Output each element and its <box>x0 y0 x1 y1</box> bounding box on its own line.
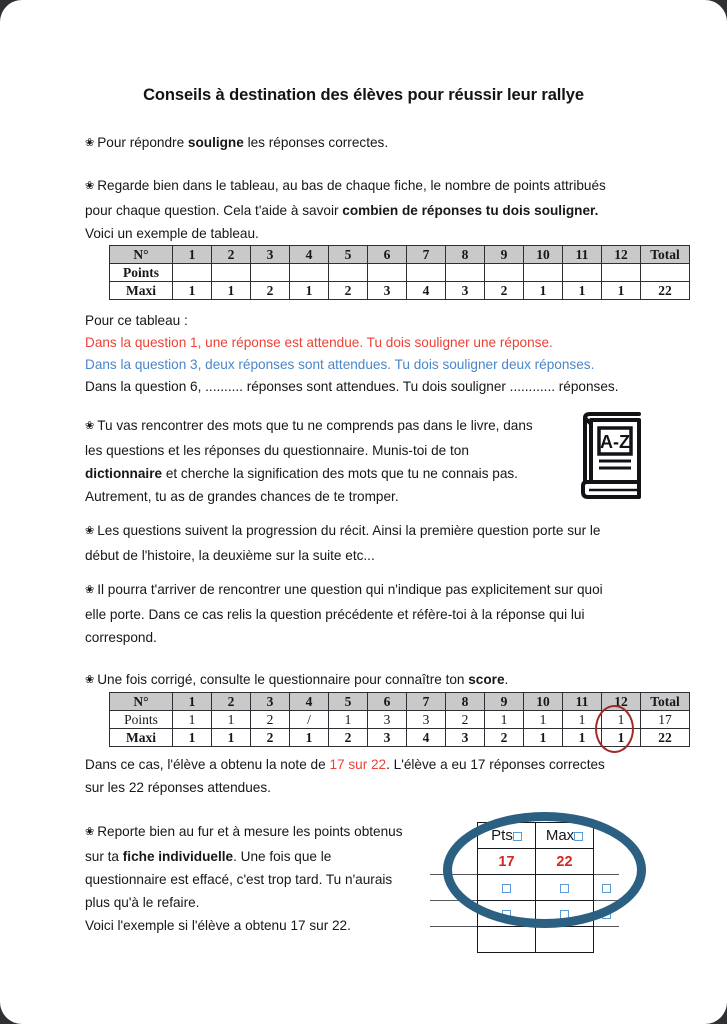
square-marker-icon <box>602 910 611 919</box>
advice-5-line1: Il pourra t'arriver de rencontrer une question qui n'indique pas explicitement sur quoi <box>97 582 603 597</box>
frag-tail-4 <box>594 901 620 927</box>
table1-points-10[interactable] <box>524 264 563 282</box>
table1-points-5[interactable] <box>329 264 368 282</box>
table1-maxi-8: 3 <box>446 282 485 300</box>
table2-points-10: 1 <box>524 711 563 729</box>
frag-header-pts <box>478 823 536 849</box>
advice-7-line3: questionnaire est effacé, c'est trop tard. Tu n'aurais <box>85 872 393 887</box>
table1-header-12: 12 <box>602 246 641 264</box>
table2-maxi-11: 1 <box>563 729 602 747</box>
frag-header-max-label: Max <box>545 827 575 844</box>
page-title: Conseils à destination des élèves pour réussir leur rallye <box>143 86 584 104</box>
table1-points-1[interactable] <box>173 264 212 282</box>
table-row <box>110 246 690 264</box>
advice-3-line4: Autrement, tu as de grandes chances de te tromper. <box>85 489 399 504</box>
table2-points-label: Points <box>110 711 173 729</box>
table1-header-2: 2 <box>212 246 251 264</box>
frag-header-pts-label: Pts <box>491 827 513 844</box>
result-text <box>85 753 651 799</box>
table1-maxi-3: 2 <box>251 282 290 300</box>
square-marker-icon <box>560 910 569 919</box>
table-row <box>430 875 619 901</box>
result-line2: sur les 22 réponses attendues. <box>85 780 271 795</box>
table-row <box>110 729 690 747</box>
table2-points-5: 1 <box>329 711 368 729</box>
table-row <box>430 823 619 849</box>
frag-lead-3 <box>430 875 478 901</box>
table-row <box>110 693 690 711</box>
bullet-glyph-4: ❀ <box>85 525 95 537</box>
frag-empty-max-2 <box>536 901 594 927</box>
table1-header-11: 11 <box>563 246 602 264</box>
bullet-glyph-6: ❀ <box>85 674 95 686</box>
table2-maxi-2: 1 <box>212 729 251 747</box>
square-marker-icon <box>502 910 511 919</box>
advice-7-line5: Voici l'exemple si l'élève a obtenu 17 sur 22. <box>85 918 351 933</box>
table1-points-4[interactable] <box>290 264 329 282</box>
frag-lead-2 <box>430 849 478 875</box>
table1-maxi-total: 22 <box>641 282 690 300</box>
table2-header-7: 7 <box>407 693 446 711</box>
advice-7-line2-before: sur ta <box>85 849 123 864</box>
fragment-table <box>430 822 619 953</box>
table1-points-11[interactable] <box>563 264 602 282</box>
table1-header-10: 10 <box>524 246 563 264</box>
table1-maxi-11: 1 <box>563 282 602 300</box>
advice-2-line3: Voici un exemple de tableau. <box>85 226 259 241</box>
table-row <box>430 927 619 953</box>
frag-empty-max-3 <box>536 927 594 953</box>
table2-maxi-6: 3 <box>368 729 407 747</box>
advice-3-line3-after: et cherche la signification des mots que tu ne connais pas. <box>162 466 518 481</box>
frag-value-pts <box>478 849 536 875</box>
square-marker-icon <box>574 832 583 841</box>
frag-tail-1 <box>594 823 620 849</box>
square-marker-icon <box>560 884 569 893</box>
table1-maxi-4: 1 <box>290 282 329 300</box>
frag-empty-pts-3 <box>478 927 536 953</box>
table1-maxi-5: 2 <box>329 282 368 300</box>
table2-header-9: 9 <box>485 693 524 711</box>
table1-header-4: 4 <box>290 246 329 264</box>
table2-points-total: 17 <box>641 711 690 729</box>
advice-item-2 <box>85 174 651 245</box>
table1-header-label: N° <box>110 246 173 264</box>
result-highlight: 17 sur 22 <box>329 757 387 772</box>
table-row <box>430 849 619 875</box>
advice-item-6 <box>85 668 651 693</box>
frag-empty-pts-2 <box>478 901 536 927</box>
table1-header-7: 7 <box>407 246 446 264</box>
advice-3-line2: les questions et les réponses du questionnaire. Munis-toi de ton <box>85 443 469 458</box>
table-row <box>110 282 690 300</box>
table2-header-6: 6 <box>368 693 407 711</box>
table2-points-7: 3 <box>407 711 446 729</box>
table1-points-7[interactable] <box>407 264 446 282</box>
table1-points-3[interactable] <box>251 264 290 282</box>
table1-maxi-10: 1 <box>524 282 563 300</box>
advice-4-line1: Les questions suivent la progression du récit. Ainsi la première question porte sur le <box>97 523 601 538</box>
table-row <box>110 711 690 729</box>
frag-tail-2 <box>594 849 620 875</box>
table2-header-label: N° <box>110 693 173 711</box>
result-before: Dans ce cas, l'élève a obtenu la note de <box>85 757 330 772</box>
example-intro: Pour ce tableau : <box>85 313 188 328</box>
table2-maxi-12: 1 <box>602 729 641 747</box>
table-row <box>430 901 619 927</box>
advice-5-line3: correspond. <box>85 630 157 645</box>
advice-5-line2: elle porte. Dans ce cas relis la question précédente et réfère-toi à la réponse qui lui <box>85 607 585 622</box>
table2-maxi-total: 22 <box>641 729 690 747</box>
dictionary-book-icon <box>577 412 647 507</box>
table2-maxi-7: 4 <box>407 729 446 747</box>
table2-maxi-label: Maxi <box>110 729 173 747</box>
table1-header-1: 1 <box>173 246 212 264</box>
bullet-glyph-5: ❀ <box>85 584 95 596</box>
advice-7-line1: Reporte bien au fur et à mesure les points obtenus <box>97 824 403 839</box>
advice-3-bold: dictionnaire <box>85 466 163 481</box>
table2-header-3: 3 <box>251 693 290 711</box>
table2-maxi-4: 1 <box>290 729 329 747</box>
table1-maxi-7: 4 <box>407 282 446 300</box>
table2-points-6: 3 <box>368 711 407 729</box>
advice-7-line4: plus qu'à le refaire. <box>85 895 200 910</box>
table1-maxi-6: 3 <box>368 282 407 300</box>
frag-empty-pts-1 <box>478 875 536 901</box>
table2-header-12: 12 <box>602 693 641 711</box>
advice-2-line1: Regarde bien dans le tableau, au bas de chaque fiche, le nombre de points attribués <box>97 178 606 193</box>
table2-header-10: 10 <box>524 693 563 711</box>
square-marker-icon <box>502 884 511 893</box>
table2-header-5: 5 <box>329 693 368 711</box>
table-row <box>110 264 690 282</box>
scored-table <box>109 692 690 747</box>
table1-header-total: Total <box>641 246 690 264</box>
frag-lead-1 <box>430 823 478 849</box>
table1-maxi-12: 1 <box>602 282 641 300</box>
table1-points-6[interactable] <box>368 264 407 282</box>
example-line-black: Dans la question 6, .......... réponses sont attendues. Tu dois souligner ............ réponses. <box>85 379 619 394</box>
advice-item-5 <box>85 578 655 649</box>
table1-maxi-1: 1 <box>173 282 212 300</box>
table2-maxi-1: 1 <box>173 729 212 747</box>
svg-text:A-Z: A-Z <box>600 432 630 452</box>
frag-empty-max-1 <box>536 875 594 901</box>
frag-lead-5 <box>430 927 478 953</box>
table2-points-4: / <box>290 711 329 729</box>
frag-tail-5 <box>594 927 620 953</box>
table1-points-9[interactable] <box>485 264 524 282</box>
example-explanation <box>85 310 651 398</box>
frag-value-max <box>536 849 594 875</box>
table2-points-9: 1 <box>485 711 524 729</box>
table1-header-3: 3 <box>251 246 290 264</box>
square-marker-icon <box>513 832 522 841</box>
table2-header-8: 8 <box>446 693 485 711</box>
advice-3-line1: Tu vas rencontrer des mots que tu ne comprends pas dans le livre, dans <box>97 418 533 433</box>
frag-header-max <box>536 823 594 849</box>
bullet-glyph-7: ❀ <box>85 826 95 838</box>
frag-lead-4 <box>430 901 478 927</box>
table1-header-9: 9 <box>485 246 524 264</box>
result-after: . L'élève a eu 17 réponses correctes <box>386 757 605 772</box>
bullet-glyph-1: ❀ <box>85 137 95 149</box>
advice-7-line2-after: . Une fois que le <box>233 849 332 864</box>
advice-2-line2-bold: combien de réponses tu dois souligner. <box>342 203 599 218</box>
table2-points-8: 2 <box>446 711 485 729</box>
advice-7-bold: fiche individuelle <box>122 849 234 864</box>
table1-points-total[interactable] <box>641 264 690 282</box>
example-line-blue: Dans la question 3, deux réponses sont attendues. Tu dois souligner deux réponses. <box>85 357 595 372</box>
table2-points-1: 1 <box>173 711 212 729</box>
table1-points-2[interactable] <box>212 264 251 282</box>
advice-item-7 <box>85 820 425 937</box>
bullet-glyph-2: ❀ <box>85 180 95 192</box>
advice-4-line2: début de l'histoire, la deuxième sur la suite etc... <box>85 548 375 563</box>
advice-item-1 <box>85 131 645 156</box>
table1-points-label: Points <box>110 264 173 282</box>
table2-header-2: 2 <box>212 693 251 711</box>
table2-header-total: Total <box>641 693 690 711</box>
table1-header-6: 6 <box>368 246 407 264</box>
table2-maxi-3: 2 <box>251 729 290 747</box>
table2-maxi-8: 3 <box>446 729 485 747</box>
table1-points-12[interactable] <box>602 264 641 282</box>
advice-item-3 <box>85 414 565 508</box>
table2-points-12: 1 <box>602 711 641 729</box>
example-table-empty <box>109 245 690 300</box>
table1-points-8[interactable] <box>446 264 485 282</box>
table2-header-1: 1 <box>173 693 212 711</box>
example-line-red: Dans la question 1, une réponse est attendue. Tu dois souligner une réponse. <box>85 335 553 350</box>
frag-tail-3 <box>594 875 620 901</box>
table2-points-11: 1 <box>563 711 602 729</box>
table2-maxi-9: 2 <box>485 729 524 747</box>
table1-maxi-2: 1 <box>212 282 251 300</box>
advice-item-4 <box>85 519 651 567</box>
table1-header-8: 8 <box>446 246 485 264</box>
square-marker-icon <box>602 884 611 893</box>
table2-points-3: 2 <box>251 711 290 729</box>
table2-maxi-10: 1 <box>524 729 563 747</box>
table1-maxi-label: Maxi <box>110 282 173 300</box>
advice-1-bold: souligne <box>187 135 244 150</box>
table2-maxi-5: 2 <box>329 729 368 747</box>
table2-header-4: 4 <box>290 693 329 711</box>
advice-1-text-before: Pour répondre <box>97 135 188 150</box>
advice-2-line2-before: pour chaque question. Cela t'aide à savoir <box>85 203 343 218</box>
advice-6-text-before: Une fois corrigé, consulte le questionnaire pour connaître ton <box>97 672 469 687</box>
table2-points-2: 1 <box>212 711 251 729</box>
frag-value-max-number: 22 <box>556 854 573 870</box>
frag-value-pts-number: 17 <box>498 854 515 870</box>
advice-1-text-after: les réponses correctes. <box>243 135 389 150</box>
table2-header-11: 11 <box>563 693 602 711</box>
individual-sheet-fragment <box>430 822 619 953</box>
advice-6-text-after: . <box>504 672 509 687</box>
table1-header-5: 5 <box>329 246 368 264</box>
table1-maxi-9: 2 <box>485 282 524 300</box>
bullet-glyph-3: ❀ <box>85 420 95 432</box>
advice-6-bold: score <box>468 672 505 687</box>
